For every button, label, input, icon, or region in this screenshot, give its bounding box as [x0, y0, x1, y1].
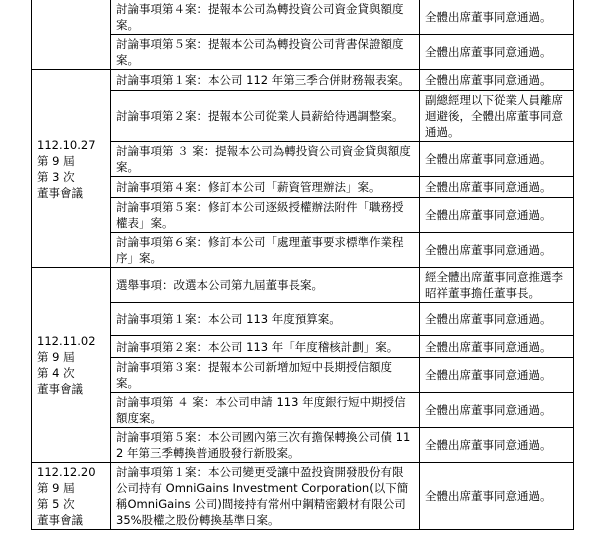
meeting-session-line: 第 3 次 — [37, 169, 75, 184]
table-row — [32, 428, 574, 463]
table-row — [32, 177, 574, 198]
resolution-result: 全體出席董事同意通過。 — [420, 233, 574, 268]
agenda-subject: 討論事項第１案：本公司 113 年度預算案。 — [111, 303, 420, 336]
resolution-result: 副總經理以下從業人員離席迴避後，全體出席董事同意通過。 — [420, 91, 574, 142]
meeting-session-line: 董事會議 — [37, 185, 83, 200]
meeting-session-line: 董事會議 — [37, 513, 83, 527]
table-row — [32, 336, 574, 358]
meeting-session-line: 第 4 次 — [37, 366, 75, 380]
resolution-result: 全體出席董事同意通過。 — [420, 198, 574, 233]
meeting-date: 112.11.02 — [37, 334, 96, 348]
agenda-subject: 討論事項第３案：提報本公司新增加短中長期授信額度案。 — [111, 358, 420, 393]
table-row — [32, 393, 574, 428]
agenda-subject: 討論事項第 ３ 案：提報本公司為轉投資公司資金貸與額度案。 — [111, 142, 420, 177]
agenda-subject: 討論事項第 ４ 案：本公司申請 113 年度銀行短中期授信額度案。 — [111, 393, 420, 428]
table-row — [32, 463, 574, 530]
agenda-subject: 討論事項第２案：提報本公司從業人員薪給待遇調整案。 — [111, 91, 420, 142]
agenda-subject: 討論事項第４案：提報本公司為轉投資公司資金貸與額度案。 — [111, 0, 420, 35]
board-meeting-table — [31, 0, 574, 530]
meeting-date: 112.12.20 — [37, 465, 96, 479]
meeting-session-line: 第 5 次 — [37, 497, 75, 511]
meeting-session-line: 第 9 屆 — [37, 153, 75, 168]
meeting-session-line: 第 9 屆 — [37, 481, 75, 495]
resolution-result: 全體出席董事同意通過。 — [420, 35, 574, 70]
table-row — [32, 142, 574, 177]
agenda-subject: 選舉事項：改選本公司第九屆董事長案。 — [111, 268, 420, 303]
meeting-cell — [32, 0, 111, 70]
resolution-result: 全體出席董事同意通過。 — [420, 177, 574, 198]
resolution-result: 全體出席董事同意通過。 — [420, 393, 574, 428]
table-body — [32, 0, 574, 530]
resolution-result: 全體出席董事同意通過。 — [420, 358, 574, 393]
table-row — [32, 70, 574, 91]
meeting-date: 112.10.27 — [37, 137, 96, 152]
resolution-result: 全體出席董事同意通過。 — [420, 303, 574, 336]
agenda-subject: 討論事項第４案：修訂本公司「薪資管理辦法」案。 — [111, 177, 420, 198]
table-row — [32, 35, 574, 70]
resolution-result: 全體出席董事同意通過。 — [420, 428, 574, 463]
meeting-session-line: 董事會議 — [37, 382, 83, 396]
agenda-subject: 討論事項第５案：本公司國內第三次有擔保轉換公司債 112 年第三季轉換普通股發行新股案。 — [111, 428, 420, 463]
resolution-result: 全體出席董事同意通過。 — [420, 142, 574, 177]
resolution-result: 全體出席董事同意通過。 — [420, 336, 574, 358]
meeting-cell — [32, 268, 111, 463]
table-row — [32, 198, 574, 233]
meeting-session-line: 第 9 屆 — [37, 350, 75, 364]
agenda-subject: 討論事項第６案：修訂本公司「處理董事要求標準作業程序」案。 — [111, 233, 420, 268]
table-row — [32, 0, 574, 35]
table-row — [32, 268, 574, 303]
table-row — [32, 233, 574, 268]
resolution-result: 全體出席董事同意通過。 — [420, 70, 574, 91]
table-row — [32, 91, 574, 142]
table-row — [32, 303, 574, 336]
agenda-subject: 討論事項第１案：本公司變更受讓中盈投資開發股份有限公司持有 OmniGains Investment Corporation(以下簡稱OmniGains 公司)間接持有常州中鋼精密鍛材有限公司 35%股權之股份轉換基準日案。 — [111, 463, 420, 530]
meeting-cell — [32, 463, 111, 530]
agenda-subject: 討論事項第２案：本公司 113 年「年度稽核計劃」案。 — [111, 336, 420, 358]
agenda-subject: 討論事項第５案：提報本公司為轉投資公司背書保證額度案。 — [111, 35, 420, 70]
table-row — [32, 358, 574, 393]
meeting-cell — [32, 70, 111, 268]
resolution-result: 全體出席董事同意通過。 — [420, 0, 574, 35]
agenda-subject: 討論事項第５案：修訂本公司逐級授權辦法附件「職務授權表」案。 — [111, 198, 420, 233]
resolution-result: 經全體出席董事同意推選李昭祥董事擔任董事長。 — [420, 268, 574, 303]
resolution-result: 全體出席董事同意通過。 — [420, 463, 574, 530]
agenda-subject: 討論事項第１案：本公司 112 年第三季合併財務報表案。 — [111, 70, 420, 91]
